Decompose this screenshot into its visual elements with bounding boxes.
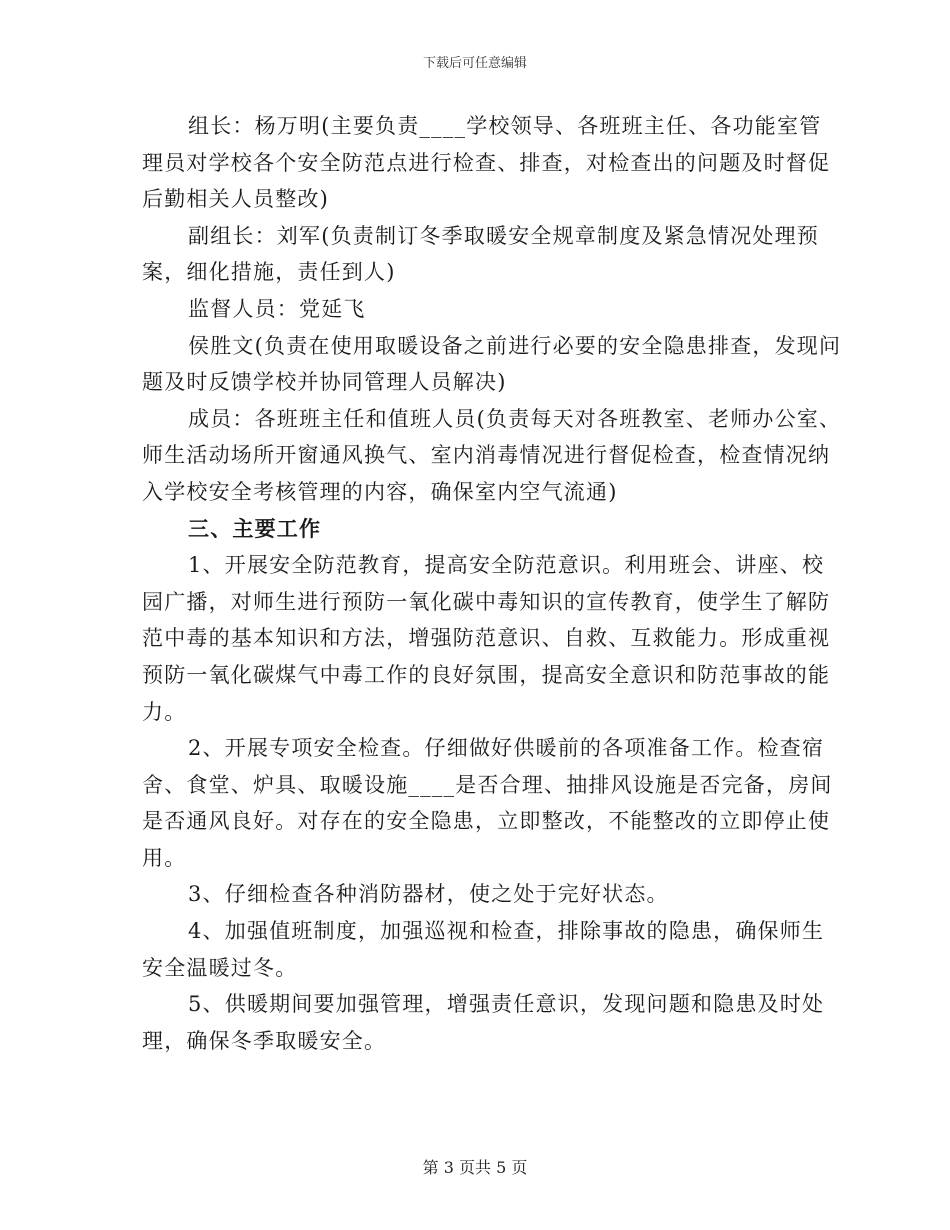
paragraph-item-3: 3、仔细检查各种消防器材，使之处于完好状态。 (188, 882, 669, 907)
page-header: 下载后可任意编辑 (422, 56, 527, 71)
paragraph-hou-shengwen: 侯胜文(负责在使用取暖设备之前进行必要的安全隐患排查，发现问题及时反馈学校并协同管理人员解决) (142, 333, 842, 395)
paragraph-group-leader: 组长：杨万明(主要负责____学校领导、各班班主任、各功能室管理员对学校各个安全防范点进行检查、排查，对检查出的问题及时督促后勤相关人员整改) (142, 114, 831, 212)
paragraph-deputy-leader: 副组长：刘军(负责制订冬季取暖安全规章制度及紧急情况处理预案，细化措施，责任到人) (142, 223, 819, 285)
paragraph-members: 成员：各班班主任和值班人员(负责每天对各班教室、老师办公室、师生活动场所开窗通风换气、室内消毒情况进行督促检查，检查情况纳入学校安全考核管理的内容，确保室内空气流通) (142, 406, 842, 504)
document-body (142, 108, 842, 1059)
paragraph-item-4: 4、加强值班制度，加强巡视和检查，排除事故的隐患，确保师生安全温暖过冬。 (142, 919, 825, 980)
paragraph-supervisor: 监督人员：党延飞 (188, 296, 366, 321)
paragraph-item-5: 5、供暖期间要加强管理，增强责任意识，发现问题和隐患及时处理，确保冬季取暖安全。 (142, 992, 825, 1053)
paragraph-item-1: 1、开展安全防范教育，提高安全防范意识。利用班会、讲座、校园广播，对师生进行预防一氧化碳中毒知识的宣传教育，使学生了解防范中毒的基本知识和方法，增强防范意识、自救、互救能力。形成重视预防一氧化碳煤气中毒工作的良好氛围，提高安全意识和防范事故的能力。 (142, 553, 831, 724)
page-footer: 第 3 页共 5 页 (422, 1158, 528, 1177)
section-heading-main-work: 三、主要工作 (188, 515, 322, 541)
paragraph-item-2: 2、开展专项安全检查。仔细做好供暖前的各项准备工作。检查宿舍、食堂、炉具、取暖设施____是否合理、抽排风设施是否完备，房间是否通风良好。对存在的安全隐患，立即整改，不能整改的立即停止使用。 (142, 736, 833, 870)
